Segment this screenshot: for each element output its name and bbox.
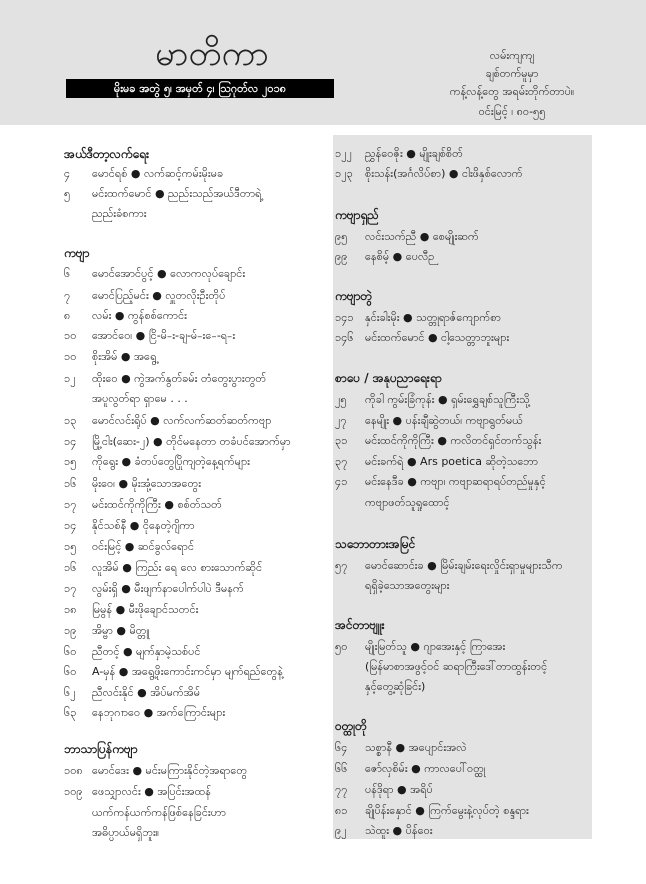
tagline-line-3: ကန့်လန့်တွေ အရမ်းတိုက်တာပဲ။ bbox=[449, 85, 575, 98]
section-heading-poems: ကဗျာ bbox=[64, 246, 90, 260]
section-heading-translated-poems: ဘာသာပြန်ကဗျာ bbox=[64, 742, 138, 756]
header-band bbox=[0, 0, 646, 125]
section-heading-long-poem: ကဗျာရှည် bbox=[335, 208, 379, 222]
section-heading-short-stories: ဝတ္ထုတို bbox=[335, 719, 367, 733]
section-heading-poem-series: ကဗျာတွဲ bbox=[335, 289, 373, 303]
tagline-line-2: ချစ်တက်မူမှာ bbox=[485, 67, 539, 80]
issue-banner: မိုးမခ အတွဲ ၅၊ အမှတ် ၄၊ ဩဂုတ်လ ၂၀၁၈ bbox=[66, 79, 334, 98]
page-title: မာတိကာ bbox=[155, 34, 269, 74]
section-heading-interview: အင်တာဗျူး bbox=[335, 618, 385, 632]
tagline-line-1: လမ်းကျကျ bbox=[489, 49, 535, 62]
section-heading-editorial: အယ်ဒီတာ့လက်ရေး bbox=[64, 147, 149, 161]
section-heading-literature-arts: စာပေ / အနုပညာရေးရာ bbox=[335, 371, 442, 385]
tagline-credit: ဝင်းမြင့် ၊ ၈၀-၅၅ bbox=[478, 105, 546, 118]
section-heading-perspectives: သဘောတားအမြင် bbox=[335, 537, 416, 551]
